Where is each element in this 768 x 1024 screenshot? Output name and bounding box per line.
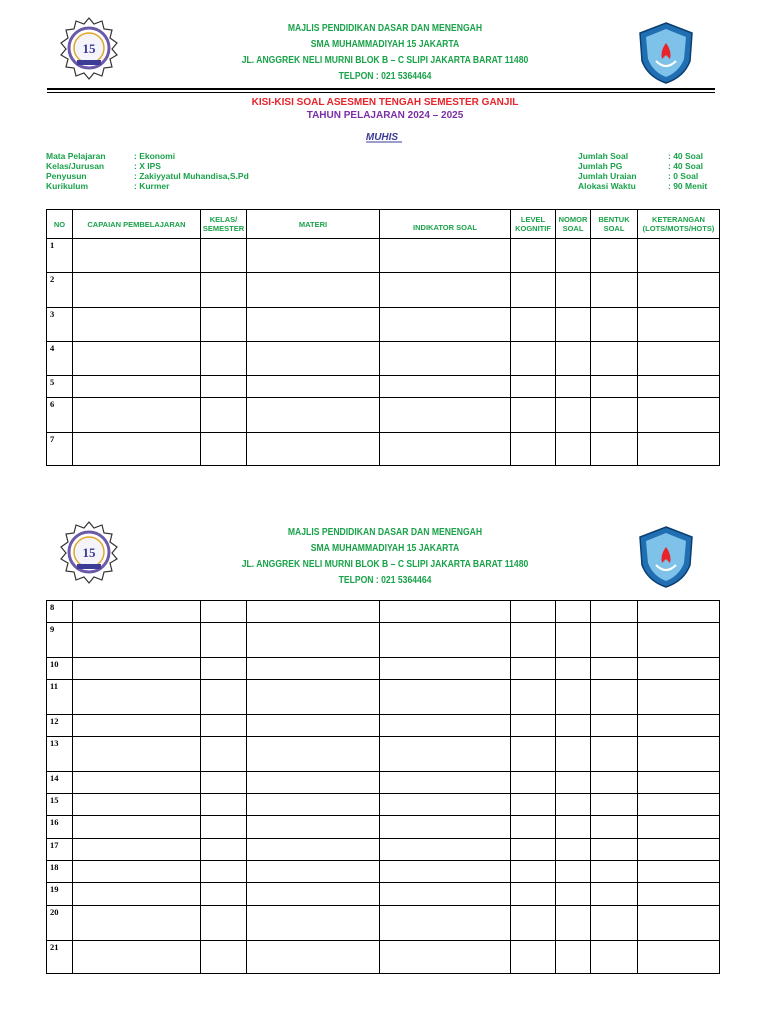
table-cell: [73, 273, 201, 308]
table-cell: [638, 398, 720, 433]
row-number: 10: [47, 658, 73, 680]
table-cell: [201, 398, 247, 433]
col-header-bentuk: BENTUK SOAL: [591, 210, 638, 239]
table-cell: [380, 433, 511, 466]
table-cell: [511, 816, 556, 839]
row-number: 20: [47, 906, 73, 941]
table-cell: [201, 601, 247, 623]
table-cell: [591, 794, 638, 816]
table-cell: [247, 941, 380, 974]
muhis-logo: [356, 130, 408, 144]
table-row: [47, 816, 720, 839]
table-cell: [638, 376, 720, 398]
table-cell: [638, 273, 720, 308]
table-cell: [380, 737, 511, 772]
table-cell: [556, 239, 591, 273]
table-cell: [511, 906, 556, 941]
table-cell: [556, 715, 591, 737]
table-row: [47, 941, 720, 974]
table-cell: [380, 342, 511, 376]
table-2-body: [47, 601, 720, 974]
svg-text:15: 15: [82, 545, 96, 560]
table-row: [47, 239, 720, 273]
table-cell: [201, 883, 247, 906]
table-cell: [201, 715, 247, 737]
table-row: [47, 623, 720, 658]
row-number: 17: [47, 839, 73, 861]
row-number: 21: [47, 941, 73, 974]
table-cell: [591, 342, 638, 376]
table-cell: [247, 376, 380, 398]
table-cell: [247, 715, 380, 737]
table-cell: [556, 737, 591, 772]
row-number: 8: [47, 601, 73, 623]
table-cell: [511, 680, 556, 715]
tut-wuri-handayani-logo: [634, 21, 698, 85]
row-number: 14: [47, 772, 73, 794]
table-cell: [511, 861, 556, 883]
table-cell: [638, 794, 720, 816]
table-cell: [201, 816, 247, 839]
table-cell: [638, 308, 720, 342]
info-row-time: Alokasi Waktu : 90 Menit: [578, 181, 708, 191]
table-row: [47, 906, 720, 941]
col-header-indikator: INDIKATOR SOAL: [380, 210, 511, 239]
table-cell: [247, 737, 380, 772]
table-cell: [247, 772, 380, 794]
letterhead-line-4: TELPON : 021 5364464: [338, 574, 432, 586]
table-cell: [591, 941, 638, 974]
table-cell: [73, 816, 201, 839]
table-cell: [201, 839, 247, 861]
table-cell: [511, 883, 556, 906]
table-cell: [638, 680, 720, 715]
table-cell: [380, 308, 511, 342]
table-cell: [556, 941, 591, 974]
table-cell: [247, 839, 380, 861]
table-cell: [591, 623, 638, 658]
table-cell: [201, 680, 247, 715]
letterhead-line-3: JL. ANGGREK NELI MURNI BLOK B – C SLIPI JAKARTA BARAT 11480: [241, 558, 529, 570]
row-number: 7: [47, 433, 73, 466]
table-cell: [638, 433, 720, 466]
table-cell: [591, 816, 638, 839]
row-number: 16: [47, 816, 73, 839]
table-cell: [247, 861, 380, 883]
row-number: 6: [47, 398, 73, 433]
table-cell: [247, 273, 380, 308]
table-cell: [591, 273, 638, 308]
table-cell: [380, 839, 511, 861]
table-row: [47, 861, 720, 883]
table-cell: [247, 906, 380, 941]
info-row-author: Penyusun : Zakiyyatul Muhandisa,S.Pd: [46, 171, 249, 181]
row-number: 13: [47, 737, 73, 772]
table-cell: [511, 715, 556, 737]
table-row: [47, 883, 720, 906]
table-cell: [556, 601, 591, 623]
school-emblem-logo: [57, 520, 121, 584]
table-cell: [511, 658, 556, 680]
table-cell: [591, 601, 638, 623]
info-row-pg: Jumlah PG : 40 Soal: [578, 161, 703, 171]
info-row-subject: Mata Pelajaran : Ekonomi: [46, 151, 176, 161]
table-cell: [556, 883, 591, 906]
table-cell: [591, 376, 638, 398]
table-cell: [380, 816, 511, 839]
table-row: [47, 308, 720, 342]
row-number: 15: [47, 794, 73, 816]
table-cell: [380, 398, 511, 433]
table-cell: [73, 433, 201, 466]
table-cell: [511, 342, 556, 376]
table-row: [47, 839, 720, 861]
table-cell: [638, 239, 720, 273]
table-cell: [591, 398, 638, 433]
letterhead-line-1: MAJLIS PENDIDIKAN DASAR DAN MENENGAH: [287, 22, 483, 34]
table-cell: [73, 794, 201, 816]
table-cell: [556, 273, 591, 308]
table-cell: [73, 715, 201, 737]
academic-year: TAHUN PELAJARAN 2024 – 2025: [306, 110, 464, 121]
blueprint-table-1: [46, 209, 720, 466]
table-cell: [638, 772, 720, 794]
letterhead-line-3: JL. ANGGREK NELI MURNI BLOK B – C SLIPI JAKARTA BARAT 11480: [241, 54, 529, 66]
table-cell: [380, 715, 511, 737]
table-cell: [201, 342, 247, 376]
table-cell: [556, 376, 591, 398]
document-title: KISI-KISI SOAL ASESMEN TENGAH SEMESTER GANJIL: [251, 97, 519, 108]
table-cell: [591, 883, 638, 906]
table-cell: [73, 239, 201, 273]
table-cell: [201, 623, 247, 658]
table-cell: [73, 680, 201, 715]
table-cell: [201, 737, 247, 772]
table-cell: [511, 273, 556, 308]
table-row: [47, 273, 720, 308]
table-cell: [591, 906, 638, 941]
table-cell: [511, 433, 556, 466]
table-row: [47, 794, 720, 816]
row-number: 19: [47, 883, 73, 906]
table-cell: [591, 239, 638, 273]
table-cell: [247, 680, 380, 715]
table-cell: [556, 906, 591, 941]
svg-text:15: 15: [82, 41, 96, 56]
table-cell: [247, 433, 380, 466]
header-divider-thin: [47, 92, 715, 93]
table-cell: [201, 906, 247, 941]
row-number: 3: [47, 308, 73, 342]
muhis-logo-text: MUHIS: [365, 132, 399, 143]
table-cell: [511, 737, 556, 772]
table-cell: [73, 601, 201, 623]
table-cell: [380, 239, 511, 273]
blueprint-table-2: [46, 600, 720, 974]
row-number: 9: [47, 623, 73, 658]
row-number: 18: [47, 861, 73, 883]
letterhead-line-1: MAJLIS PENDIDIKAN DASAR DAN MENENGAH: [287, 526, 483, 538]
table-cell: [511, 772, 556, 794]
table-cell: [591, 861, 638, 883]
table-cell: [556, 308, 591, 342]
table-cell: [247, 342, 380, 376]
table-cell: [638, 816, 720, 839]
table-cell: [73, 308, 201, 342]
table-cell: [380, 794, 511, 816]
table-cell: [591, 308, 638, 342]
table-cell: [247, 623, 380, 658]
table-cell: [380, 906, 511, 941]
table-cell: [591, 839, 638, 861]
table-cell: [591, 737, 638, 772]
table-cell: [73, 839, 201, 861]
table-cell: [201, 433, 247, 466]
table-cell: [638, 737, 720, 772]
table-cell: [247, 239, 380, 273]
table-cell: [638, 601, 720, 623]
table-cell: [556, 794, 591, 816]
row-number: 4: [47, 342, 73, 376]
letterhead-line-4: TELPON : 021 5364464: [338, 70, 432, 82]
table-row: [47, 680, 720, 715]
table-row: [47, 658, 720, 680]
table-cell: [73, 906, 201, 941]
table-cell: [201, 941, 247, 974]
table-cell: [380, 861, 511, 883]
table-cell: [73, 658, 201, 680]
table-cell: [638, 883, 720, 906]
table-cell: [380, 376, 511, 398]
table-cell: [380, 772, 511, 794]
table-cell: [556, 680, 591, 715]
table-cell: [638, 623, 720, 658]
table-cell: [247, 658, 380, 680]
table-cell: [201, 658, 247, 680]
table-row: [47, 398, 720, 433]
table-row: [47, 737, 720, 772]
table-cell: [73, 861, 201, 883]
col-header-level: LEVEL KOGNITIF: [511, 210, 556, 239]
header-divider: [47, 88, 715, 90]
table-cell: [511, 376, 556, 398]
table-cell: [73, 376, 201, 398]
info-row-total: Jumlah Soal : 40 Soal: [578, 151, 703, 161]
table-cell: [591, 715, 638, 737]
table-cell: [201, 273, 247, 308]
table-cell: [247, 308, 380, 342]
table-cell: [511, 398, 556, 433]
row-number: 1: [47, 239, 73, 273]
table-cell: [638, 342, 720, 376]
table-row: [47, 601, 720, 623]
table-cell: [247, 601, 380, 623]
row-number: 5: [47, 376, 73, 398]
table-row: [47, 433, 720, 466]
table-cell: [591, 680, 638, 715]
letterhead-line-2: SMA MUHAMMADIYAH 15 JAKARTA: [310, 38, 460, 50]
letterhead-text: [217, 524, 553, 588]
table-cell: [201, 308, 247, 342]
table-cell: [556, 861, 591, 883]
table-cell: [73, 883, 201, 906]
table-cell: [638, 906, 720, 941]
table-cell: [201, 772, 247, 794]
table-row: [47, 772, 720, 794]
table-cell: [556, 342, 591, 376]
table-cell: [638, 715, 720, 737]
table-cell: [201, 239, 247, 273]
col-header-nomor: NOMOR SOAL: [556, 210, 591, 239]
table-cell: [380, 883, 511, 906]
school-emblem-logo: [57, 16, 121, 80]
table-cell: [73, 772, 201, 794]
table-cell: [73, 737, 201, 772]
table-cell: [380, 941, 511, 974]
col-header-kelas: KELAS/ SEMESTER: [201, 210, 247, 239]
row-number: 12: [47, 715, 73, 737]
table-cell: [556, 658, 591, 680]
table-cell: [638, 941, 720, 974]
table-cell: [380, 601, 511, 623]
table-cell: [556, 623, 591, 658]
table-cell: [73, 623, 201, 658]
table-cell: [73, 941, 201, 974]
table-cell: [73, 342, 201, 376]
table-cell: [591, 772, 638, 794]
table-cell: [591, 658, 638, 680]
info-row-curriculum: Kurikulum : Kurmer: [46, 181, 170, 191]
info-row-class: Kelas/Jurusan : X IPS: [46, 161, 161, 171]
table-cell: [556, 772, 591, 794]
row-number: 2: [47, 273, 73, 308]
table-cell: [247, 398, 380, 433]
table-header-row: [47, 210, 720, 239]
col-header-keterangan: KETERANGAN (LOTS/MOTS/HOTS): [638, 210, 720, 239]
col-header-no: NO: [47, 210, 73, 239]
row-number: 11: [47, 680, 73, 715]
table-cell: [556, 398, 591, 433]
table-cell: [556, 839, 591, 861]
table-cell: [73, 398, 201, 433]
table-cell: [511, 623, 556, 658]
table-cell: [638, 861, 720, 883]
tut-wuri-handayani-logo: [634, 525, 698, 589]
letterhead-line-2: SMA MUHAMMADIYAH 15 JAKARTA: [310, 542, 460, 554]
table-row: [47, 715, 720, 737]
col-header-materi: MATERI: [247, 210, 380, 239]
table-cell: [201, 794, 247, 816]
table-cell: [511, 601, 556, 623]
table-cell: [511, 239, 556, 273]
table-cell: [511, 839, 556, 861]
table-cell: [247, 883, 380, 906]
subject-info: [46, 151, 249, 191]
table-cell: [247, 794, 380, 816]
table-cell: [380, 658, 511, 680]
table-row: [47, 376, 720, 398]
table-cell: [556, 433, 591, 466]
table-cell: [511, 794, 556, 816]
table-cell: [201, 861, 247, 883]
table-cell: [638, 839, 720, 861]
table-cell: [380, 273, 511, 308]
table-cell: [380, 680, 511, 715]
table-row: [47, 342, 720, 376]
table-1-body: [47, 239, 720, 466]
table-cell: [556, 816, 591, 839]
table-cell: [638, 658, 720, 680]
table-cell: [591, 433, 638, 466]
letterhead-text: [217, 20, 553, 84]
table-cell: [201, 376, 247, 398]
table-cell: [247, 816, 380, 839]
question-info: [578, 151, 707, 191]
table-cell: [511, 308, 556, 342]
col-header-capaian: CAPAIAN PEMBELAJARAN: [73, 210, 201, 239]
info-row-essay: Jumlah Uraian : 0 Soal: [578, 171, 699, 181]
table-cell: [511, 941, 556, 974]
table-cell: [380, 623, 511, 658]
